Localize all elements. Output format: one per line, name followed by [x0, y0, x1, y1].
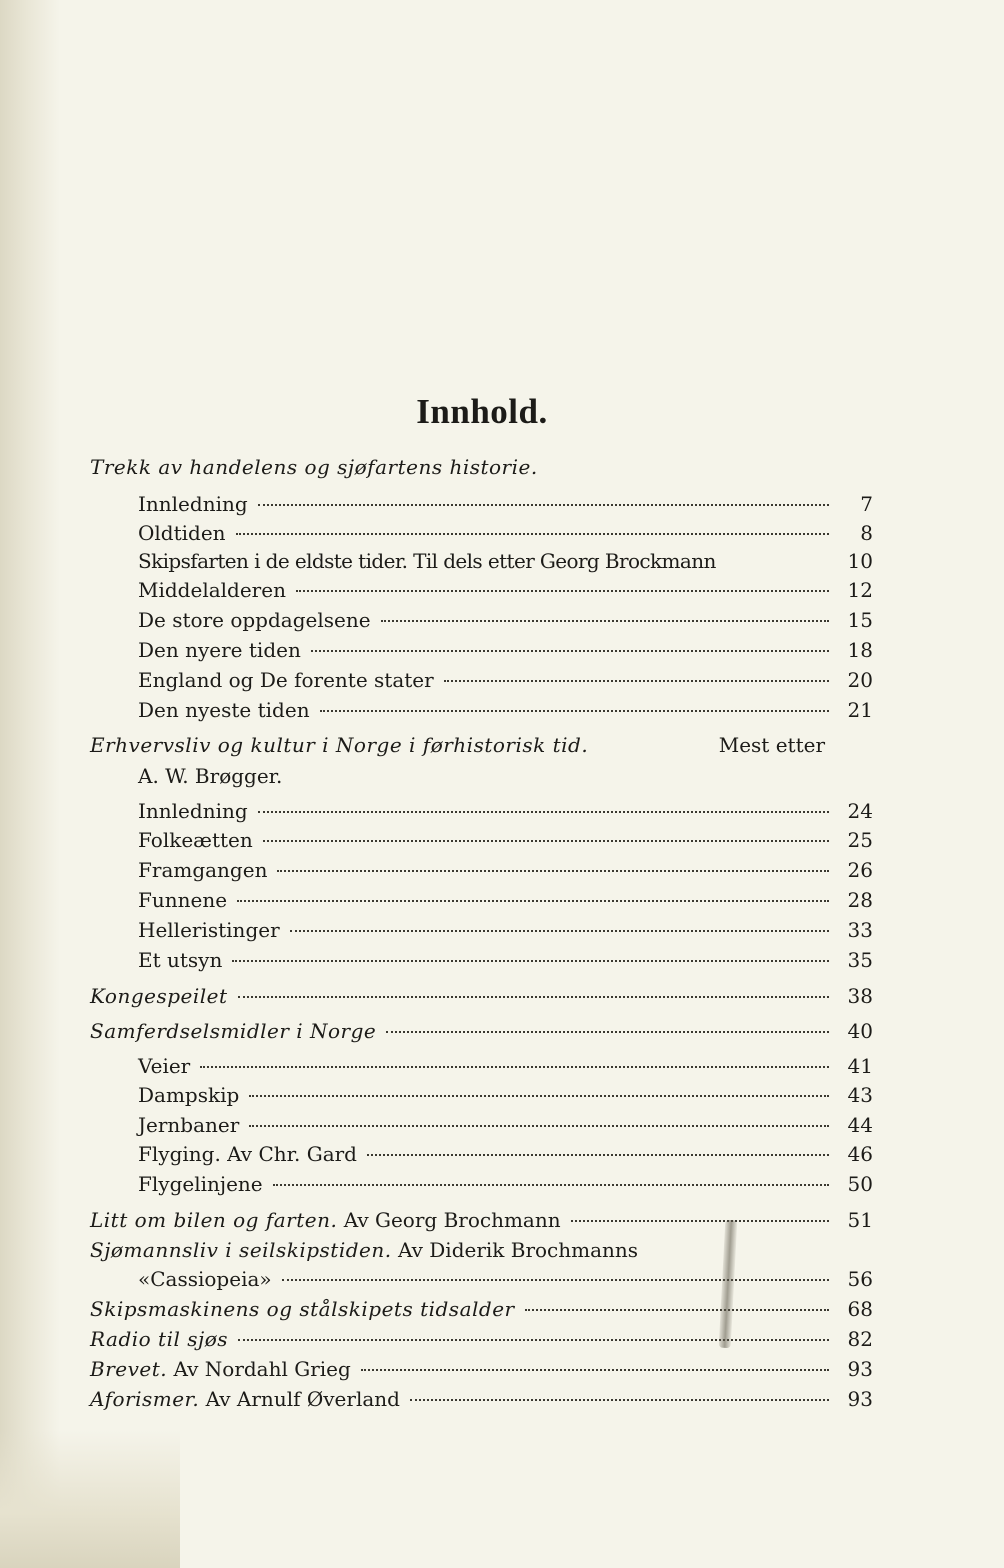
toc-entry	[138, 489, 873, 519]
dot-leader	[249, 1125, 829, 1127]
dot-leader	[277, 870, 829, 872]
toc-entry-label: Samferdselsmidler i Norge	[90, 1019, 377, 1043]
toc-entry-label: Oldtiden	[138, 521, 226, 545]
toc-entry-label: Aforismer. Av Arnulf Øverland	[90, 1387, 400, 1411]
toc-entry-page: 24	[847, 799, 873, 823]
toc-entry-page: 8	[860, 521, 873, 545]
toc-entry-page: 28	[847, 888, 873, 912]
dot-leader	[282, 1279, 829, 1281]
toc-entry-label: De store oppdagelsene	[138, 608, 371, 632]
toc-entry-label: Brevet. Av Nordahl Grieg	[90, 1357, 351, 1381]
toc-entry-page: 7	[860, 492, 873, 516]
toc-entry-page: 35	[847, 948, 873, 972]
toc-entry-page: 43	[847, 1083, 873, 1107]
toc-entry	[90, 1294, 873, 1324]
dot-leader	[237, 900, 829, 902]
toc-entry-label: Innledning	[138, 799, 248, 823]
toc-entry-page: 10	[847, 549, 873, 573]
dot-leader	[258, 504, 829, 506]
dot-leader	[444, 680, 829, 682]
toc-entry-page: 44	[847, 1113, 873, 1137]
toc-entry-page: 21	[847, 698, 873, 722]
toc-entry-label: «Cassiopeia»	[138, 1267, 272, 1291]
dot-leader	[525, 1309, 829, 1311]
toc-entry-page: 93	[847, 1357, 873, 1381]
toc-entry-page: 25	[847, 828, 873, 852]
dot-leader	[200, 1066, 829, 1068]
toc-entry-label: Skipsmaskinens og stålskipets tidsalder	[90, 1297, 515, 1321]
toc-entry	[138, 885, 873, 915]
toc-entry	[138, 915, 873, 945]
dot-leader	[320, 710, 829, 712]
toc-entry	[138, 605, 873, 635]
toc-entry	[138, 945, 873, 975]
toc-entry-page: 20	[847, 668, 873, 692]
toc-entry-page: 56	[847, 1267, 873, 1291]
toc-entry-label: Flygelinjene	[138, 1172, 263, 1196]
page-title: Innhold.	[416, 392, 548, 431]
dot-leader	[381, 620, 829, 622]
dot-leader	[571, 1220, 829, 1222]
toc-entry-label: Jernbaner	[138, 1113, 240, 1137]
toc-entry	[90, 1324, 873, 1354]
toc-entry-label: Middelalderen	[138, 578, 286, 602]
dot-leader	[367, 1154, 829, 1156]
toc-entry	[90, 1016, 873, 1046]
toc-entry	[138, 518, 873, 548]
toc-entry	[138, 1264, 873, 1294]
toc-entry	[90, 1384, 873, 1414]
toc-entry-page: 82	[847, 1327, 873, 1351]
toc-entry-label: Helleristinger	[138, 918, 280, 942]
toc-entry-label: Et utsyn	[138, 948, 223, 972]
toc-entry	[138, 855, 873, 885]
section-heading-text: Erhvervsliv og kultur i Norge i førhistorisk tid.	[90, 733, 589, 757]
toc-entry-page: 68	[847, 1297, 873, 1321]
toc-entry-label: Den nyeste tiden	[138, 698, 310, 722]
dot-leader	[263, 840, 829, 842]
toc-entry-page: 40	[847, 1019, 873, 1043]
toc-entry-page: 18	[847, 638, 873, 662]
dot-leader	[273, 1184, 829, 1186]
toc-entry	[138, 796, 873, 826]
section-heading: Trekk av handelens og sjøfartens historie.	[90, 455, 538, 479]
section-heading-suffix: Mest etter	[718, 733, 825, 757]
dot-leader	[410, 1399, 829, 1401]
toc-entry-page: 51	[847, 1208, 873, 1232]
dot-leader	[249, 1095, 829, 1097]
toc-entry	[138, 665, 873, 695]
toc-entry	[138, 695, 873, 725]
toc-entry	[90, 1205, 873, 1235]
toc-entry-label: Dampskip	[138, 1083, 240, 1107]
toc-entry-label: Funnene	[138, 888, 228, 912]
toc-entry	[138, 1139, 873, 1169]
dot-leader	[238, 1339, 829, 1341]
toc-entry	[90, 981, 873, 1011]
toc-entry-page: 93	[847, 1387, 873, 1411]
dot-leader	[726, 561, 829, 563]
toc-entry	[138, 635, 873, 665]
toc-entry-label: England og De forente stater	[138, 668, 434, 692]
dot-leader	[311, 650, 829, 652]
toc-entry	[138, 1169, 873, 1199]
toc-entry-label: Radio til sjøs	[90, 1327, 228, 1351]
dot-leader	[232, 960, 829, 962]
toc-entry	[90, 1354, 873, 1384]
toc-entry-label: Folkeætten	[138, 828, 253, 852]
toc-entry-page: 33	[847, 918, 873, 942]
section-heading-continuation: A. W. Brøgger.	[138, 764, 283, 788]
dot-leader	[361, 1369, 829, 1371]
dot-leader	[296, 590, 829, 592]
toc-entry-label: Sjømannsliv i seilskipstiden.	[90, 1238, 392, 1262]
toc-entry	[138, 1080, 873, 1110]
toc-entry-page: 50	[847, 1172, 873, 1196]
dot-leader	[236, 533, 829, 535]
dot-leader	[386, 1031, 829, 1033]
toc-entry-page: 15	[847, 608, 873, 632]
toc-entry	[138, 1051, 873, 1081]
dot-leader	[290, 930, 829, 932]
toc-entry-label: Innledning	[138, 492, 248, 516]
section-heading	[90, 730, 825, 760]
toc-entry-label: Kongespeilet	[90, 984, 228, 1008]
toc-entry-first-line	[90, 1235, 825, 1265]
toc-entry-author: Av Diderik Brochmanns	[397, 1238, 639, 1262]
toc-entry-page: 38	[847, 984, 873, 1008]
toc-entry-label: Den nyere tiden	[138, 638, 301, 662]
toc-entry	[138, 825, 873, 855]
toc-entry-label: Veier	[138, 1054, 191, 1078]
dot-leader	[258, 811, 829, 813]
toc-entry-page: 12	[847, 578, 873, 602]
toc-entry	[138, 1110, 873, 1140]
toc-entry	[138, 575, 873, 605]
toc-entry-label: Skipsfarten i de eldste tider. Til dels etter Georg Brockmann	[138, 549, 716, 573]
toc-entry-label: Flyging. Av Chr. Gard	[138, 1142, 357, 1166]
toc-entry-page: 41	[847, 1054, 873, 1078]
toc-entry-page: 26	[847, 858, 873, 882]
toc-entry-page: 46	[847, 1142, 873, 1166]
dot-leader	[238, 996, 829, 998]
toc-entry-label: Litt om bilen og farten. Av Georg Brochmann	[90, 1208, 561, 1232]
toc-entry-label: Framgangen	[138, 858, 268, 882]
toc-entry	[138, 546, 873, 576]
